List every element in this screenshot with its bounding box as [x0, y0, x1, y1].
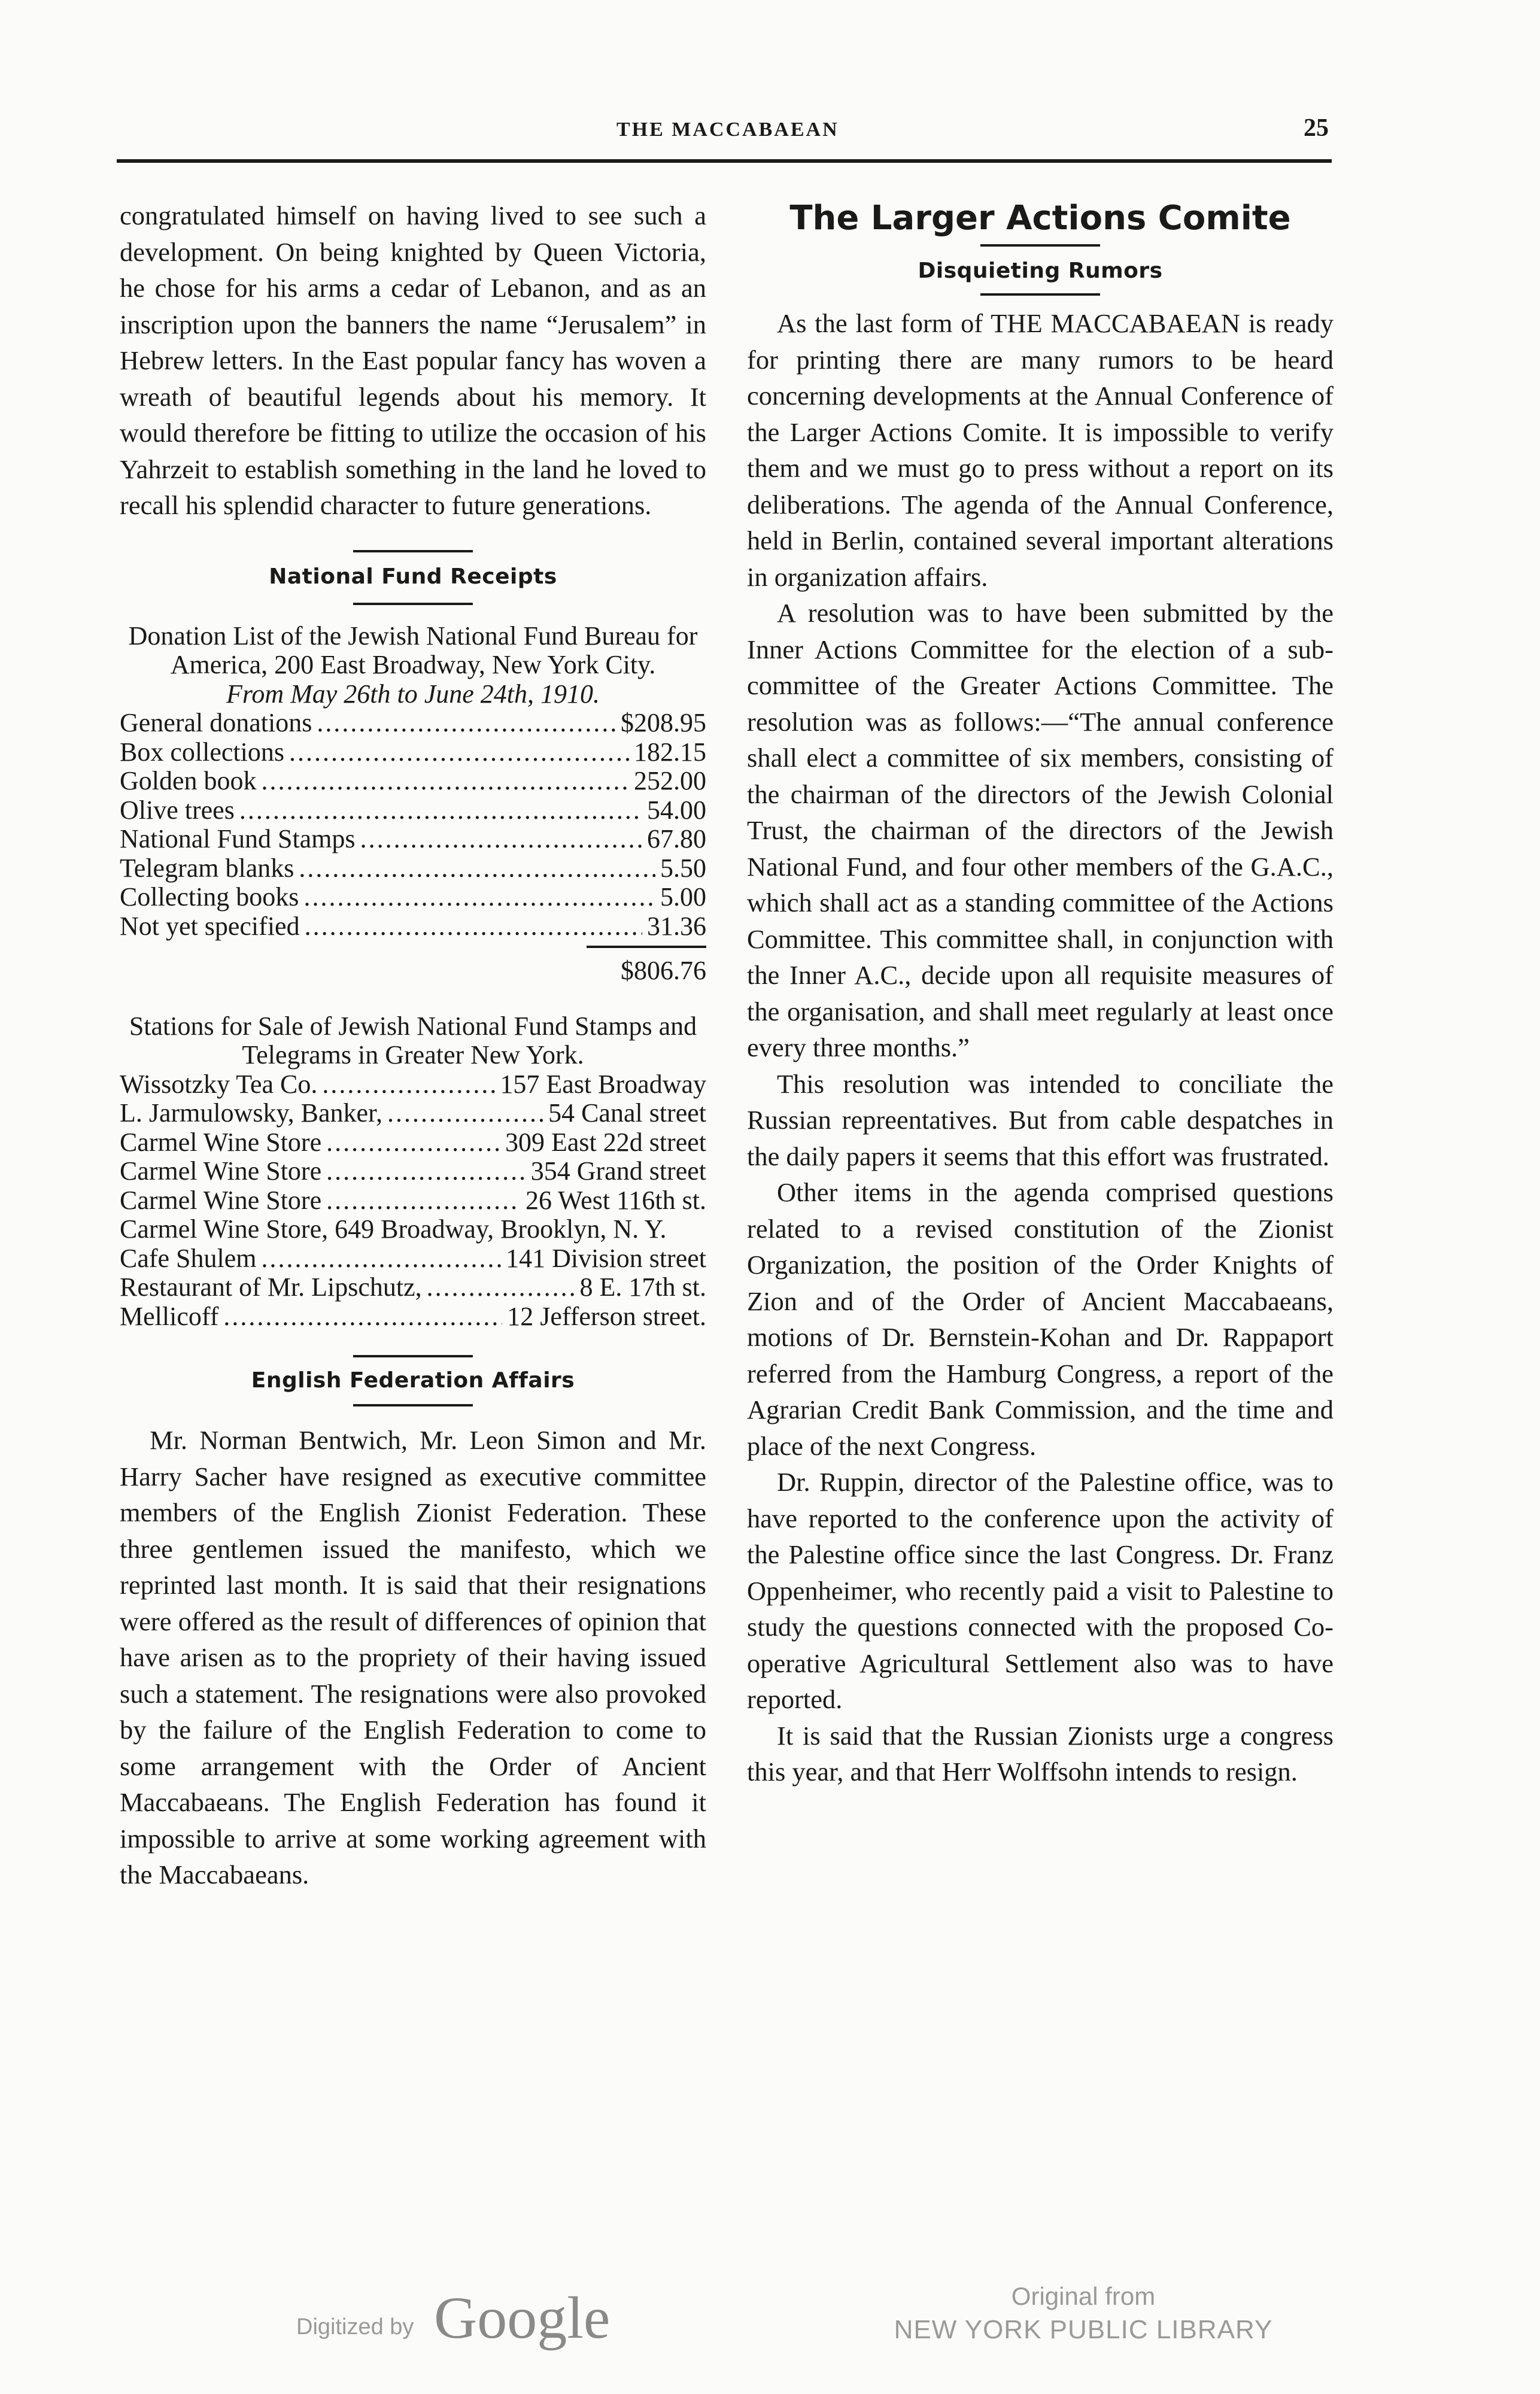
- station-address: 26 West 116th st.: [525, 1185, 706, 1215]
- station-row: [120, 1186, 706, 1216]
- leader-dots: [427, 1273, 575, 1302]
- digitized-by-text: Digitized by: [296, 2314, 414, 2340]
- leader-dots: [326, 1186, 521, 1216]
- intro-paragraph: congratulated himself on having lived to see such a development. On being knighted by Queen Victoria, he chose for his arms a cedar of Lebanon, and as an inscription upon the banners the name “Jerusalem” in Hebrew letters. In the East popular fancy has woven a wreath of beautiful legends about his memory. It would therefore be fitting to utilize the occasion of his Yahrzeit to establish something in the land he loved to recall his splendid character to future generations.: [120, 200, 706, 520]
- stations-intro: Stations for Sale of Jewish National Fund Stamps and Telegrams in Greater New York.: [129, 1011, 697, 1070]
- article-subtitle: Disquieting Rumors: [918, 259, 1163, 283]
- station-name: Wissotzky Tea Co.: [120, 1069, 318, 1099]
- fund-row-amount: $208.95: [621, 708, 706, 737]
- fund-row: [120, 796, 706, 825]
- leader-dots: [326, 1157, 526, 1186]
- fund-row-label: Not yet specified: [120, 911, 300, 941]
- leader-dots: [317, 709, 616, 738]
- station-row: [120, 1099, 706, 1128]
- fund-rows: [120, 709, 706, 941]
- article-paragraph: As the last form of THE MACCABAEAN is ready for printing there are many rumors to be heard concerning developments at the Annual Conference of the Larger Actions Comite. It is impossible to verify them and we must go to press without a report on its deliberations. The agenda of the Annual Conference, held in Berlin, contained several important alterations in organization affairs.: [747, 308, 1334, 592]
- article-paragraph: This resolution was intended to conciliate the Russian repreentatives. But from cable despatches in the daily papers it seems that this effort was frustrated.: [747, 1068, 1334, 1171]
- library-name: NEW YORK PUBLIC LIBRARY: [894, 2315, 1273, 2344]
- fund-row-amount: 67.80: [647, 824, 706, 853]
- title-rule: [980, 244, 1100, 247]
- donation-list: [120, 622, 706, 1332]
- station-address: 309 East 22d street: [505, 1127, 706, 1157]
- page-header: [120, 114, 1329, 160]
- fund-row-label: National Fund Stamps: [120, 824, 356, 853]
- fund-row-label: Collecting books: [120, 882, 299, 912]
- donation-period: From May 26th to June 24th, 1910.: [226, 679, 600, 709]
- fund-row-amount: 54.00: [647, 795, 706, 825]
- fund-row: [120, 767, 706, 796]
- station-name: Mellicoff: [120, 1301, 219, 1331]
- national-fund-heading: National Fund Receipts: [269, 564, 557, 589]
- leader-dots: [322, 1070, 495, 1099]
- fund-row: [120, 825, 706, 854]
- english-federation-heading: English Federation Affairs: [251, 1368, 575, 1393]
- left-column: [120, 198, 706, 1893]
- fund-row-label: Telegram blanks: [120, 853, 294, 883]
- station-name: Cafe Shulem: [120, 1243, 257, 1273]
- original-from-mark: [886, 2280, 1281, 2347]
- leader-dots: [239, 796, 642, 825]
- right-column: [747, 198, 1334, 1790]
- subtitle-rule: [980, 293, 1100, 296]
- fund-row: [120, 912, 706, 941]
- leader-dots: [305, 912, 642, 941]
- digitized-by-mark: [296, 2283, 631, 2355]
- page-number: 25: [1304, 114, 1329, 142]
- section-divider: [353, 1355, 473, 1357]
- leader-dots: [326, 1128, 500, 1157]
- station-address: 8 E. 17th st.: [579, 1272, 706, 1302]
- leader-dots: [262, 1244, 502, 1274]
- leader-dots: [387, 1099, 543, 1128]
- fund-row-amount: 5.00: [660, 882, 706, 912]
- article-paragraph: Dr. Ruppin, director of the Palestine office, was to have reported to the conference upon the activity of the Palestine office since the last Congress. Dr. Franz Oppenheimer, who recently paid a visit to Palestine to study the questions connected with the proposed Co-operative Agricultural Settlement also was to have reported.: [747, 1467, 1334, 1714]
- original-from-text: Original from: [1011, 2282, 1156, 2310]
- station-row: [120, 1244, 706, 1274]
- station-address: 54 Canal street: [548, 1098, 706, 1128]
- station-row: [120, 1273, 706, 1302]
- fund-row: [120, 883, 706, 912]
- header-rule: [117, 159, 1332, 163]
- station-row: [120, 1070, 706, 1099]
- section-divider: [353, 1404, 473, 1406]
- fund-row-label: Box collections: [120, 737, 284, 767]
- article-paragraph: A resolution was to have been submitted by the Inner Actions Committee for the election of a sub-committee of the Greater Actions Committee. The resolution was as follows:—“The annual conference shall elect a committee of six members, consisting of the chairman of the directors of the Jewish Colonial Trust, the chairman of the directors of the Jewish National Fund, and four other members of the G.A.C., which shall act as a standing committee of the Actions Committee. This committee shall, in conjunction with the Inner A.C., decide upon all requisite measures of the organisation, and shall meet regularly at least once every three months.”: [747, 598, 1334, 1062]
- station-address: 12 Jefferson street.: [507, 1301, 706, 1331]
- station-address: 354 Grand street: [530, 1156, 706, 1186]
- running-title: THE MACCABAEAN: [616, 119, 839, 141]
- fund-row-label: Golden book: [120, 766, 257, 795]
- english-federation-paragraph: Mr. Norman Bentwich, Mr. Leon Simon and Mr. Harry Sacher have resigned as executive committee members of the English Zionist Federation. These three gentlemen issued the manifesto, which we reprinted last month. It is said that their resignations were offered as the result of differences of opinion that have arisen as to the propriety of their having issued such a statement. The resignations were also provoked by the failure of the English Federation to come to some arrangement with the Order of Ancient Maccabaeans. The English Federation has found it impossible to arrive at some working agreement with the Maccabaeans.: [120, 1425, 706, 1889]
- station-rows: [120, 1070, 706, 1332]
- station-name: Carmel Wine Store: [120, 1127, 322, 1157]
- fund-row-amount: 252.00: [634, 766, 706, 795]
- station-row: [120, 1157, 706, 1186]
- fund-row: [120, 738, 706, 767]
- leader-dots: [223, 1302, 502, 1332]
- fund-row-label: General donations: [120, 708, 312, 737]
- leader-dots: [262, 767, 629, 796]
- leader-dots: [299, 854, 655, 883]
- station-name: L. Jarmulowsky, Banker,: [120, 1098, 382, 1128]
- fund-row-amount: 182.15: [634, 737, 706, 767]
- fund-total: $806.76: [621, 956, 706, 985]
- fund-row: [120, 709, 706, 738]
- section-divider: [353, 603, 473, 605]
- fund-row-amount: 31.36: [647, 911, 706, 941]
- station-address: 157 East Broadway: [500, 1069, 706, 1099]
- section-divider: [353, 550, 473, 552]
- fund-row-label: Olive trees: [120, 795, 235, 825]
- fund-row-amount: 5.50: [660, 853, 706, 883]
- leader-dots: [360, 825, 642, 854]
- article-paragraph: It is said that the Russian Zionists urge a congress this year, and that Herr Wolffsohn intends to resign.: [747, 1720, 1334, 1787]
- article-paragraph: Other items in the agenda comprised questions related to a revised constitution of the Zionist Organization, the position of the Order Knights of Zion and of the Order of Ancient Maccabaeans, motions of Dr. Bernstein-Kohan and Dr. Rappaport referred from the Hamburg Congress, a report of the Agrarian Credit Bank Commission, and the time and place of the next Congress.: [747, 1177, 1334, 1461]
- station-name: Carmel Wine Store: [120, 1156, 322, 1186]
- donation-intro: Donation List of the Jewish National Fund Bureau for America, 200 East Broadway, New York City.: [128, 621, 698, 679]
- total-rule: [587, 946, 706, 948]
- leader-dots: [289, 738, 629, 767]
- leader-dots: [303, 883, 655, 912]
- station-name: Carmel Wine Store, 649 Broadway, Brooklyn, N. Y.: [120, 1214, 667, 1244]
- station-row: [120, 1215, 706, 1244]
- station-address: 141 Division street: [506, 1243, 706, 1273]
- article-title: The Larger Actions Comite: [789, 199, 1291, 238]
- google-logo: Google: [434, 2284, 610, 2351]
- fund-row: [120, 854, 706, 883]
- station-row: [120, 1302, 706, 1332]
- article-body: [747, 305, 1334, 1790]
- station-row: [120, 1128, 706, 1157]
- station-name: Carmel Wine Store: [120, 1185, 322, 1215]
- station-name: Restaurant of Mr. Lipschutz,: [120, 1272, 422, 1302]
